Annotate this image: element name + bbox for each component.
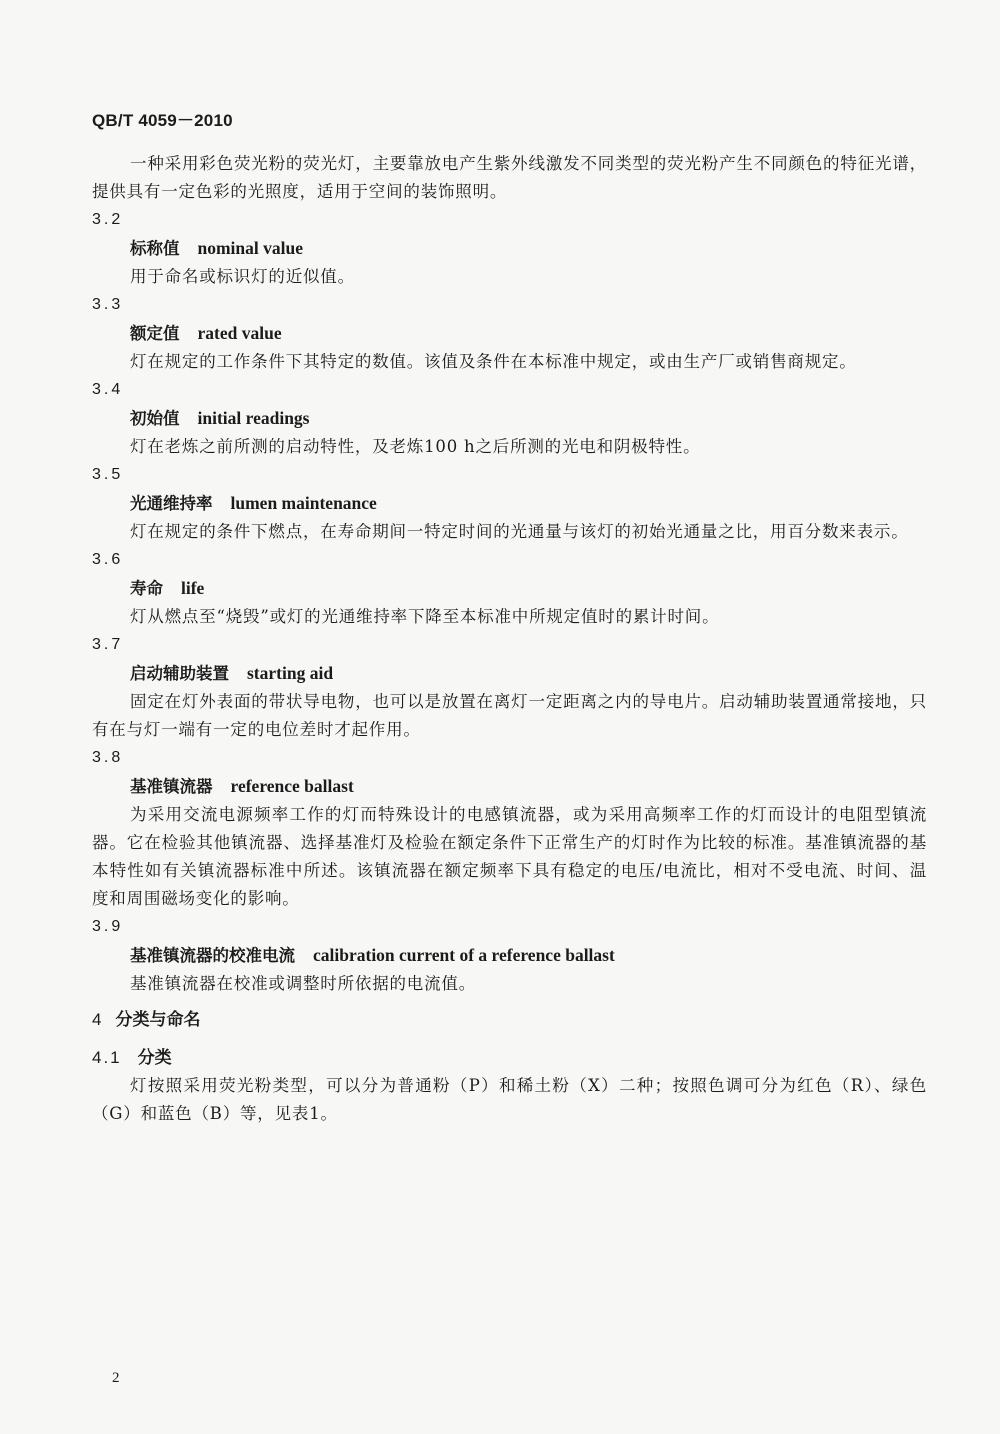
term-3-8	[92, 744, 927, 913]
term-zh: 寿命	[130, 579, 163, 598]
term-en: nominal value	[197, 238, 304, 258]
term-heading	[92, 772, 927, 801]
term-number: 3.7	[92, 636, 124, 653]
term-en: life	[181, 578, 205, 598]
standard-number-header: QB/T 4059－2010	[92, 111, 233, 130]
term-number: 3.8	[92, 749, 124, 766]
term-number: 3.3	[92, 296, 124, 313]
document-body	[92, 150, 927, 1128]
term-3-7	[92, 631, 927, 744]
term-3-2	[92, 206, 927, 291]
term-en: calibration current of a reference ballast	[313, 945, 615, 965]
term-heading	[92, 319, 927, 348]
term-number: 3.9	[92, 918, 124, 935]
term-zh: 额定值	[130, 324, 180, 343]
term-heading	[92, 574, 927, 603]
section-4-1-heading	[92, 1044, 927, 1072]
term-3-3	[92, 291, 927, 376]
term-en: starting aid	[247, 663, 334, 683]
term-heading	[92, 941, 927, 970]
section-number: 4.1	[92, 1048, 122, 1067]
term-number: 3.2	[92, 211, 124, 228]
section-4-1-text: 灯按照采用荧光粉类型，可以分为普通粉（P）和稀土粉（X）二种；按照色调可分为红色（R）、绿色（G）和蓝色（B）等，见表1。	[92, 1076, 927, 1123]
term-definition: 基准镇流器在校准或调整时所依据的电流值。	[130, 974, 476, 993]
term-definition: 灯从燃点至“烧毁”或灯的光通维持率下降至本标准中所规定值时的累计时间。	[130, 607, 720, 626]
section-number: 4	[92, 1010, 102, 1029]
term-heading	[92, 659, 927, 688]
term-definition: 用于命名或标识灯的近似值。	[130, 267, 355, 286]
page-number: 2	[112, 1370, 120, 1386]
intro-paragraph: 一种采用彩色荧光粉的荧光灯，主要靠放电产生紫外线激发不同类型的荧光粉产生不同颜色的特征光谱，提供具有一定色彩的光照度，适用于空间的装饰照明。	[92, 154, 927, 201]
term-en: reference ballast	[230, 776, 354, 796]
term-definition: 灯在老炼之前所测的启动特性，及老炼100 h之后所测的光电和阴极特性。	[130, 437, 701, 456]
term-3-9	[92, 913, 927, 998]
term-en: initial readings	[197, 408, 310, 428]
term-zh: 光通维持率	[130, 494, 213, 513]
term-definition: 固定在灯外表面的带状导电物，也可以是放置在离灯一定距离之内的导电片。启动辅助装置通常接地，只有在与灯一端有一定的电位差时才起作用。	[92, 692, 927, 739]
term-number: 3.6	[92, 551, 124, 568]
term-zh: 基准镇流器	[130, 777, 213, 796]
term-zh: 初始值	[130, 409, 180, 428]
term-heading	[92, 489, 927, 518]
term-zh: 基准镇流器的校准电流	[130, 946, 295, 965]
term-heading	[92, 404, 927, 433]
section-4-heading	[92, 1006, 927, 1034]
term-number: 3.5	[92, 466, 124, 483]
term-en: lumen maintenance	[230, 493, 377, 513]
term-heading	[92, 234, 927, 263]
section-title: 分类与命名	[115, 1010, 201, 1030]
section-title: 分类	[137, 1048, 172, 1068]
term-definition: 灯在规定的条件下燃点，在寿命期间一特定时间的光通量与该灯的初始光通量之比，用百分数来表示。	[130, 522, 909, 541]
term-definition: 为采用交流电源频率工作的灯而特殊设计的电感镇流器，或为采用高频率工作的灯而设计的电阻型镇流器。它在检验其他镇流器、选择基准灯及检验在额定条件下正常生产的灯时作为比较的标准。基准镇流器的基本特性如有关镇流器标准中所述。该镇流器在额定频率下具有稳定的电压/电流比，相对不受电流、时间、温度和周围磁场变化的影响。	[92, 805, 927, 908]
term-en: rated value	[197, 323, 282, 343]
term-number: 3.4	[92, 381, 124, 398]
term-3-6	[92, 546, 927, 631]
term-3-5	[92, 461, 927, 546]
term-zh: 标称值	[130, 239, 180, 258]
term-definition: 灯在规定的工作条件下其特定的数值。该值及条件在本标准中规定，或由生产厂或销售商规定。	[130, 352, 857, 371]
term-zh: 启动辅助装置	[130, 664, 229, 683]
term-3-4	[92, 376, 927, 461]
